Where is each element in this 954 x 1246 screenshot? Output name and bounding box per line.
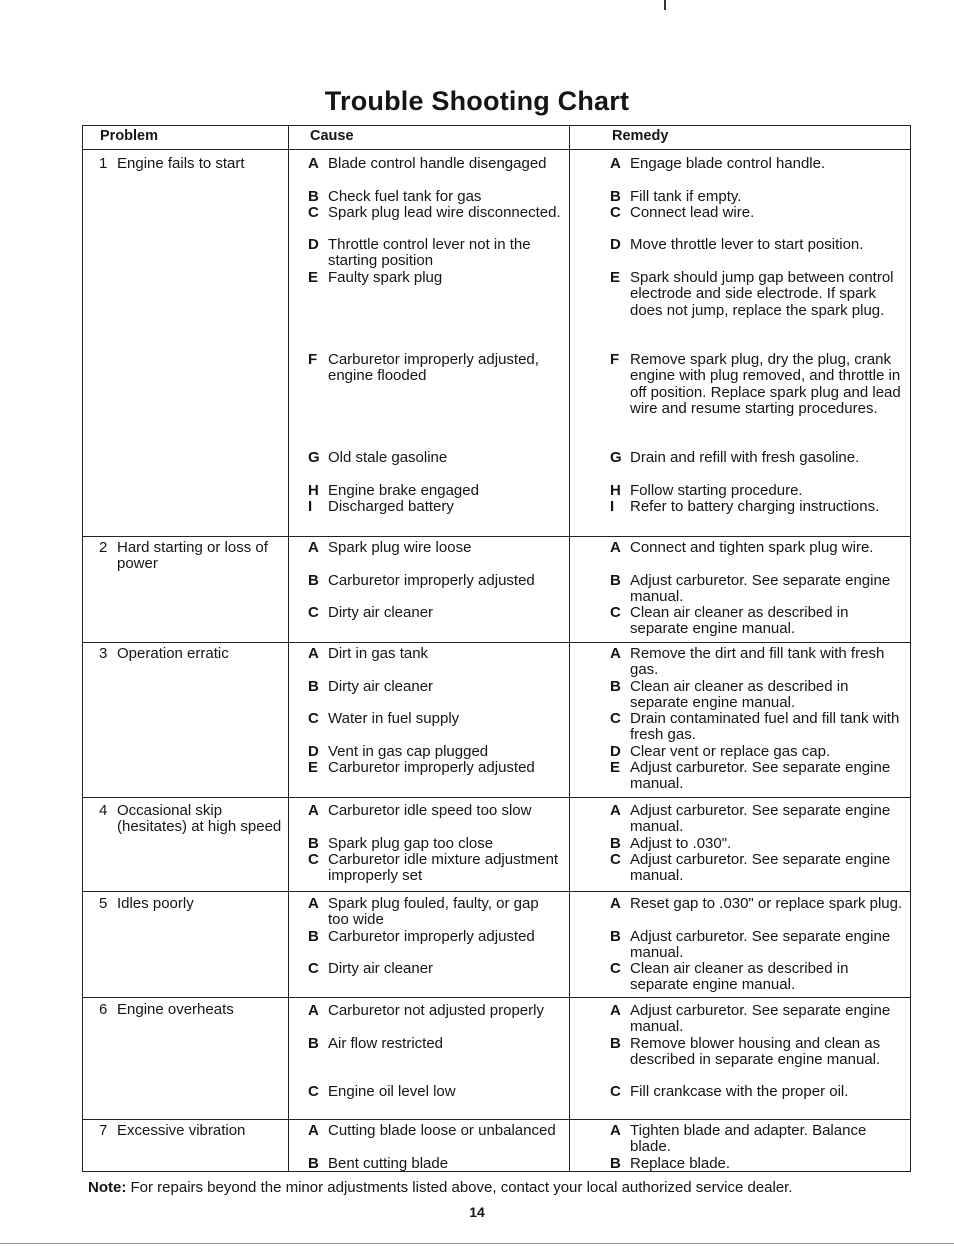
problem-text: Engine overheats — [117, 1001, 234, 1018]
cause-text: Carburetor idle mixture adjustment improperly set — [328, 851, 559, 885]
remedy-text: Remove the dirt and fill tank with fresh gas. — [630, 645, 885, 679]
cause-letter: B — [308, 572, 319, 589]
remedy-letter: C — [610, 604, 621, 621]
remedy-text: Clean air cleaner as described in separate engine manual. — [630, 604, 849, 638]
remedy-text: Fill crankcase with the proper oil. — [630, 1083, 849, 1100]
remedy-item — [610, 540, 905, 556]
cause-letter: F — [308, 351, 318, 368]
remedy-letter: C — [610, 204, 621, 221]
cause-letter: E — [308, 269, 319, 286]
cause-letter: A — [308, 1002, 319, 1019]
cause-item — [308, 205, 563, 221]
remedy-item — [610, 929, 905, 962]
remedy-item — [610, 605, 905, 638]
remedy-letter: A — [610, 539, 621, 556]
remedy-letter: F — [610, 351, 620, 368]
remedy-item — [610, 1003, 905, 1036]
cause-text: Cutting blade loose or unbalanced — [328, 1122, 556, 1139]
cause-item — [308, 744, 563, 760]
remedy-item — [610, 573, 905, 606]
problem-cell — [99, 540, 287, 573]
remedy-item — [610, 896, 905, 912]
remedy-text: Fill tank if empty. — [630, 188, 742, 205]
cause-text: Bent cutting blade — [328, 1155, 449, 1172]
cause-item — [308, 270, 563, 286]
remedy-item — [610, 450, 905, 466]
cause-text: Air flow restricted — [328, 1035, 444, 1052]
cause-letter: I — [308, 498, 313, 515]
cause-letter: C — [308, 1083, 319, 1100]
problem-text: Excessive vibration — [117, 1122, 246, 1139]
remedy-text: Clear vent or replace gas cap. — [630, 743, 831, 760]
table-header — [83, 126, 910, 150]
remedy-item — [610, 1036, 905, 1069]
problem-text: Idles poorly — [117, 895, 194, 912]
remedy-letter: B — [610, 1155, 621, 1172]
remedy-item — [610, 760, 905, 793]
cause-item — [308, 760, 563, 776]
remedy-item — [610, 852, 905, 885]
cause-item — [308, 450, 563, 466]
cause-item — [308, 929, 563, 945]
page-number: 14 — [469, 1204, 485, 1220]
cause-letter: D — [308, 236, 319, 253]
remedy-letter: B — [610, 835, 621, 852]
problem-cell — [99, 896, 287, 912]
remedy-text: Remove blower housing and clean as described in separate engine manual. — [630, 1035, 881, 1069]
remedy-letter: B — [610, 188, 621, 205]
remedy-text: Connect lead wire. — [630, 204, 755, 221]
cause-text: Engine brake engaged — [328, 482, 479, 499]
remedy-text: Clean air cleaner as described in separate engine manual. — [630, 960, 849, 994]
remedy-text: Reset gap to .030" or replace spark plug. — [630, 895, 903, 912]
cause-letter: A — [308, 645, 319, 662]
cause-text: Water in fuel supply — [328, 710, 460, 727]
cause-text: Discharged battery — [328, 498, 454, 515]
remedy-item — [610, 1123, 905, 1156]
remedy-letter: B — [610, 1035, 621, 1052]
remedy-letter: H — [610, 482, 621, 499]
remedy-letter: C — [610, 1083, 621, 1100]
problem-cell — [99, 1123, 287, 1139]
header-problem: Problem — [100, 128, 159, 144]
cause-text: Carburetor improperly adjusted, engine flooded — [328, 351, 539, 385]
cause-text: Old stale gasoline — [328, 449, 448, 466]
table-row — [83, 150, 910, 537]
remedy-letter: A — [610, 645, 621, 662]
remedy-letter: G — [610, 449, 622, 466]
remedy-text: Adjust carburetor. See separate engine manual. — [630, 802, 891, 836]
cause-text: Dirt in gas tank — [328, 645, 429, 662]
problem-cell — [99, 646, 287, 662]
scan-mark — [664, 0, 666, 10]
cause-item — [308, 189, 563, 205]
remedy-letter: B — [610, 572, 621, 589]
page-title: Trouble Shooting Chart — [324, 86, 630, 116]
remedy-letter: A — [610, 895, 621, 912]
problem-number: 6 — [99, 1001, 108, 1018]
cause-item — [308, 836, 563, 852]
remedy-item — [610, 803, 905, 836]
cause-letter: B — [308, 1035, 319, 1052]
note-text: For repairs beyond the minor adjustments listed above, contact your local authorized service dealer. — [130, 1179, 793, 1196]
header-cause: Cause — [310, 128, 354, 144]
cause-text: Spark plug gap too close — [328, 835, 494, 852]
remedy-letter: B — [610, 678, 621, 695]
remedy-letter: D — [610, 236, 621, 253]
cause-text: Check fuel tank for gas — [328, 188, 482, 205]
remedy-text: Clean air cleaner as described in separate engine manual. — [630, 678, 849, 712]
remedy-letter: B — [610, 928, 621, 945]
cause-letter: C — [308, 710, 319, 727]
remedy-item — [610, 483, 905, 499]
remedy-letter: C — [610, 960, 621, 977]
remedy-letter: D — [610, 743, 621, 760]
cause-item — [308, 679, 563, 695]
problem-number: 2 — [99, 539, 108, 556]
cause-letter: A — [308, 802, 319, 819]
remedy-text: Adjust to .030". — [630, 835, 732, 852]
footer-note — [88, 1179, 908, 1196]
remedy-text: Drain and refill with fresh gasoline. — [630, 449, 860, 466]
cause-text: Spark plug lead wire disconnected. — [328, 204, 561, 221]
cause-text: Spark plug wire loose — [328, 539, 472, 556]
remedy-item — [610, 744, 905, 760]
cause-letter: B — [308, 835, 319, 852]
cause-text: Carburetor idle speed too slow — [328, 802, 532, 819]
remedy-item — [610, 270, 905, 319]
remedy-text: Remove spark plug, dry the plug, crank engine with plug removed, and throttle in off position. Replace spark plug and lead wire and resume starting procedures. — [630, 351, 901, 418]
remedy-text: Tighten blade and adapter. Balance blade. — [630, 1122, 867, 1156]
remedy-text: Drain contaminated fuel and fill tank with fresh gas. — [630, 710, 900, 744]
cause-letter: B — [308, 678, 319, 695]
cause-item — [308, 1156, 563, 1172]
problem-text: Hard starting or loss of power — [117, 539, 268, 573]
cause-text: Dirty air cleaner — [328, 960, 434, 977]
trouble-shooting-table — [82, 125, 911, 1172]
table-row — [83, 798, 910, 892]
cause-text: Spark plug fouled, faulty, or gap too wide — [328, 895, 539, 929]
problem-text: Operation erratic — [117, 645, 229, 662]
remedy-text: Adjust carburetor. See separate engine manual. — [630, 759, 891, 793]
cause-item — [308, 540, 563, 556]
problem-number: 3 — [99, 645, 108, 662]
problem-text: Occasional skip (hesitates) at high speed — [117, 802, 282, 836]
remedy-letter: C — [610, 710, 621, 727]
remedy-item — [610, 189, 905, 205]
table-row — [83, 537, 910, 643]
remedy-letter: A — [610, 155, 621, 172]
table-row — [83, 1120, 910, 1173]
remedy-text: Adjust carburetor. See separate engine manual. — [630, 572, 891, 606]
remedy-item — [610, 711, 905, 744]
remedy-letter: A — [610, 802, 621, 819]
cause-text: Carburetor not adjusted properly — [328, 1002, 544, 1019]
remedy-item — [610, 1156, 905, 1172]
cause-item — [308, 605, 563, 621]
problem-cell — [99, 156, 287, 172]
cause-text: Throttle control lever not in the starting position — [328, 236, 531, 270]
cause-item — [308, 646, 563, 662]
problem-cell — [99, 803, 287, 836]
remedy-item — [610, 836, 905, 852]
cause-letter: H — [308, 482, 319, 499]
remedy-text: Adjust carburetor. See separate engine manual. — [630, 851, 891, 885]
remedy-text: Adjust carburetor. See separate engine manual. — [630, 1002, 891, 1036]
cause-letter: G — [308, 449, 320, 466]
cause-letter: C — [308, 851, 319, 868]
cause-item — [308, 499, 563, 515]
remedy-text: Move throttle lever to start position. — [630, 236, 864, 253]
cause-letter: B — [308, 928, 319, 945]
cause-letter: A — [308, 155, 319, 172]
remedy-text: Adjust carburetor. See separate engine manual. — [630, 928, 891, 962]
remedy-letter: C — [610, 851, 621, 868]
cause-letter: E — [308, 759, 319, 776]
cause-item — [308, 573, 563, 589]
cause-text: Engine oil level low — [328, 1083, 456, 1100]
header-remedy: Remedy — [612, 128, 669, 144]
cause-letter: A — [308, 1122, 319, 1139]
remedy-item — [610, 352, 905, 418]
problem-number: 4 — [99, 802, 108, 819]
cause-item — [308, 711, 563, 727]
cause-text: Dirty air cleaner — [328, 604, 434, 621]
problem-cell — [99, 1002, 287, 1018]
cause-item — [308, 483, 563, 499]
cause-item — [308, 896, 563, 929]
cause-letter: A — [308, 539, 319, 556]
cause-text: Carburetor improperly adjusted — [328, 928, 535, 945]
problem-number: 7 — [99, 1122, 108, 1139]
cause-text: Carburetor improperly adjusted — [328, 572, 535, 589]
cause-text: Dirty air cleaner — [328, 678, 434, 695]
remedy-text: Spark should jump gap between control electrode and side electrode. If spark does not jump, replace the spark plug. — [630, 269, 894, 319]
remedy-item — [610, 237, 905, 253]
table-row — [83, 643, 910, 798]
cause-item — [308, 1084, 563, 1100]
remedy-item — [610, 646, 905, 679]
cause-text: Vent in gas cap plugged — [328, 743, 489, 760]
bottom-rule — [0, 1243, 954, 1244]
cause-text: Carburetor improperly adjusted — [328, 759, 535, 776]
remedy-letter: A — [610, 1002, 621, 1019]
table-row — [83, 892, 910, 998]
remedy-item — [610, 961, 905, 994]
remedy-item — [610, 499, 905, 515]
cause-item — [308, 961, 563, 977]
cause-letter: C — [308, 604, 319, 621]
remedy-letter: E — [610, 759, 621, 776]
cause-item — [308, 237, 563, 270]
remedy-text: Replace blade. — [630, 1155, 731, 1172]
cause-letter: C — [308, 960, 319, 977]
remedy-item — [610, 156, 905, 172]
cause-letter: D — [308, 743, 319, 760]
cause-item — [308, 803, 563, 819]
remedy-letter: I — [610, 498, 615, 515]
cause-item — [308, 1003, 563, 1019]
problem-number: 1 — [99, 155, 108, 172]
remedy-text: Refer to battery charging instructions. — [630, 498, 880, 515]
remedy-letter: A — [610, 1122, 621, 1139]
cause-text: Blade control handle disengaged — [328, 155, 547, 172]
cause-item — [308, 852, 563, 885]
cause-letter: B — [308, 188, 319, 205]
problem-number: 5 — [99, 895, 108, 912]
problem-text: Engine fails to start — [117, 155, 245, 172]
cause-letter: C — [308, 204, 319, 221]
cause-text: Faulty spark plug — [328, 269, 443, 286]
remedy-text: Engage blade control handle. — [630, 155, 826, 172]
cause-item — [308, 1123, 563, 1139]
cause-item — [308, 1036, 563, 1052]
cause-letter: B — [308, 1155, 319, 1172]
remedy-item — [610, 679, 905, 712]
cause-letter: A — [308, 895, 319, 912]
cause-item — [308, 156, 563, 172]
table-row — [83, 998, 910, 1120]
note-label: Note: — [88, 1179, 127, 1196]
remedy-item — [610, 205, 905, 221]
cause-item — [308, 352, 563, 385]
remedy-text: Follow starting procedure. — [630, 482, 803, 499]
remedy-item — [610, 1084, 905, 1100]
remedy-letter: E — [610, 269, 621, 286]
remedy-text: Connect and tighten spark plug wire. — [630, 539, 874, 556]
